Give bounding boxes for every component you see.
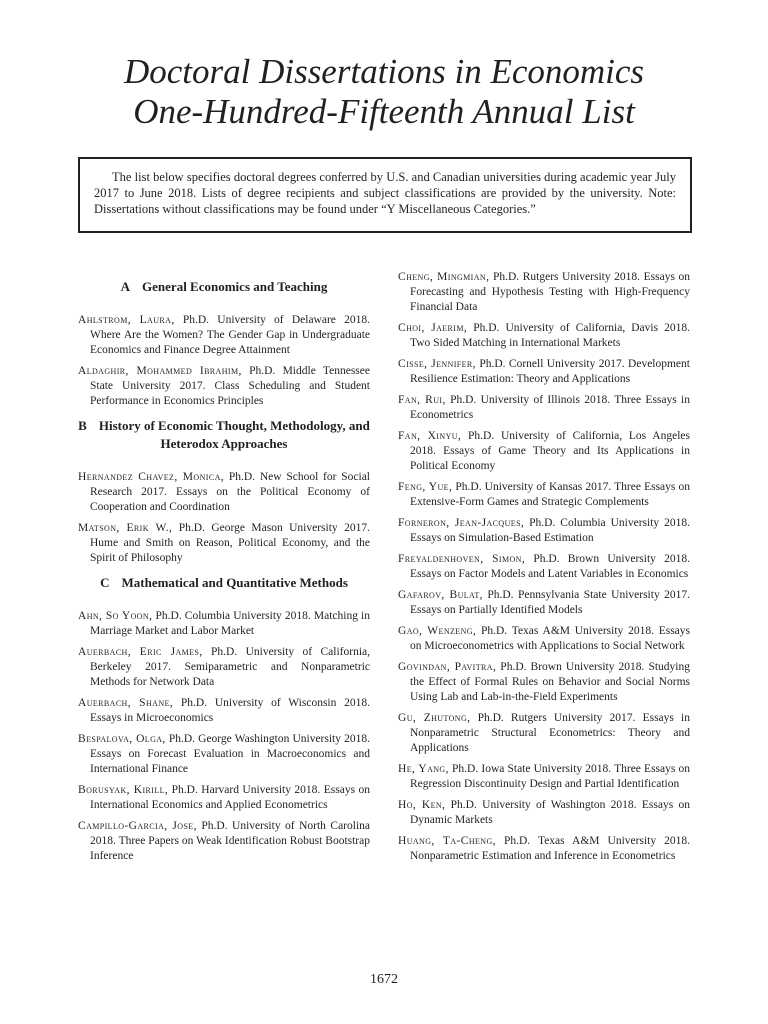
author-name: Gao, Wenzeng, (398, 625, 477, 637)
dissertation-entry (78, 732, 370, 777)
author-name: He, Yang, (398, 763, 449, 775)
dissertation-entry (398, 762, 690, 792)
author-name: Ahn, So Yoon, (78, 610, 153, 622)
dissertation-details: Ph.D. Pennsylvania State University 2017. Essays on Partially Identified Models (410, 589, 690, 616)
dissertation-entry (78, 313, 370, 358)
section-letter: A (120, 279, 131, 294)
dissertation-details: Ph.D. George Mason University 2017. Hume and Smith on Reason, Political Economy, and the Spirit of Philosophy (90, 522, 370, 564)
dissertation-details: Ph.D. Harvard University 2018. Essays on International Economics and Applied Econometrics (90, 784, 370, 811)
section-title: Mathematical and Quantitative Methods (121, 575, 348, 590)
dissertation-details: Ph.D. University of Wisconsin 2018. Essays in Microeconomics (90, 697, 371, 724)
page-number: 1672 (370, 972, 398, 987)
title-line-2: One-Hundred-Fifteenth Annual List (133, 92, 635, 131)
dissertation-details: Ph.D. Cornell University 2017. Development Resilience Estimation: Theory and Applications (410, 358, 690, 385)
dissertation-entry (398, 552, 690, 582)
dissertation-entry (398, 429, 690, 474)
dissertation-details: Ph.D. Rutgers University 2018. Essays on Forecasting and Hypothesis Testing with High-Frequency Financial Data (410, 271, 690, 313)
dissertation-entry (398, 711, 690, 756)
author-name: Campillo-Garcia, Jose, (78, 820, 197, 832)
dissertation-entry (78, 645, 370, 690)
author-name: Huang, Ta-Cheng, (398, 835, 496, 847)
dissertation-details: Ph.D. University of Illinois 2018. Three Essays in Econometrics (410, 394, 690, 421)
dissertation-entry (398, 624, 690, 654)
author-name: Auerbach, Eric James, (78, 646, 203, 658)
dissertation-details: Ph.D. New School for Social Research 2017. Essays on the Political Economy of Cooperation and Coordination (90, 471, 371, 513)
dissertation-entry (398, 834, 690, 864)
author-name: Matson, Erik W., (78, 522, 173, 534)
dissertation-details: Ph.D. University of North Carolina 2018. Three Papers on Weak Identification Robust Bootstrap Inference (90, 820, 371, 862)
dissertation-details: Ph.D. Texas A&M University 2018. Essays on Microeconometrics with Applications to Social Network (410, 625, 691, 652)
author-name: Govindan, Pavitra, (398, 661, 497, 673)
dissertation-entry (78, 819, 370, 864)
dissertation-details: Ph.D. University of California, Los Angeles 2018. Essays of Game Theory and Its Applications in Political Economy (410, 430, 690, 472)
author-name: Fan, Rui, (398, 394, 446, 406)
dissertation-entry (398, 516, 690, 546)
dissertation-entry (78, 364, 370, 409)
right-column (398, 270, 690, 870)
dissertation-details: Ph.D. University of California, Davis 2018. Two Sided Matching in International Markets (410, 322, 690, 349)
dissertation-entry (398, 321, 690, 351)
section-heading (78, 417, 370, 453)
section-heading (78, 574, 370, 592)
author-name: Freyaldenhoven, Simon, (398, 553, 526, 565)
dissertation-entry (398, 357, 690, 387)
dissertation-details: Ph.D. Columbia University 2018. Matching in Marriage Market and Labor Market (90, 610, 370, 637)
author-name: Hernandez Chavez, Monica, (78, 471, 225, 483)
dissertation-entry (78, 521, 370, 566)
author-name: Borusyak, Kirill, (78, 784, 169, 796)
author-name: Fan, Xinyu, (398, 430, 462, 442)
author-name: Ahlstrom, Laura, (78, 314, 175, 326)
dissertation-details: Ph.D. University of Washington 2018. Essays on Dynamic Markets (410, 799, 690, 826)
left-column (78, 270, 370, 870)
dissertation-entry (78, 783, 370, 813)
section-heading (78, 278, 370, 296)
dissertation-entry (78, 609, 370, 639)
author-name: Bespalova, Olga, (78, 733, 166, 745)
dissertation-entry (398, 480, 690, 510)
dissertation-details: Ph.D. Brown University 2018. Essays on Factor Models and Latent Variables in Economics (410, 553, 690, 580)
dissertation-details: Ph.D. Columbia University 2018. Essays on Simulation-Based Estimation (410, 517, 690, 544)
dissertation-entry (78, 696, 370, 726)
section-title: General Economics and Teaching (142, 279, 328, 294)
author-name: Aldaghir, Mohammed Ibrahim, (78, 365, 242, 377)
dissertation-details: Ph.D. University of Kansas 2017. Three Essays on Extensive-Form Games and Strategic Complements (410, 481, 690, 508)
dissertation-entry (78, 470, 370, 515)
author-name: Cheng, Mingmian, (398, 271, 490, 283)
author-name: Gu, Zhutong, (398, 712, 471, 724)
dissertation-details: Ph.D. Brown University 2018. Studying the Effect of Formal Rules on Behavior and Social Norms Using Lab and Lab-in-the-Field Experiments (410, 661, 690, 703)
author-name: Cisse, Jennifer, (398, 358, 476, 370)
dissertation-entry (398, 660, 690, 705)
author-name: Feng, Yue, (398, 481, 453, 493)
intro-box: The list below specifies doctoral degrees conferred by U.S. and Canadian universities during academic year July 2017 to June 2018. Lists of degree recipients and subject classifications are provided by the university. Note: Dissertations without classifications may be found under “Y Miscellaneous Categories.” (78, 157, 692, 233)
section-title: History of Economic Thought, Methodology, and Heterodox Approaches (98, 418, 370, 451)
dissertation-details: Ph.D. Iowa State University 2018. Three Essays on Regression Discontinuity Design and Partial Identification (410, 763, 690, 790)
section-letter: B (78, 418, 87, 433)
author-name: Choi, Jaerim, (398, 322, 468, 334)
dissertation-details: Ph.D. Texas A&M University 2018. Nonparametric Estimation and Inference in Econometrics (410, 835, 690, 862)
author-name: Forneron, Jean-Jacques, (398, 517, 525, 529)
dissertation-entry (398, 393, 690, 423)
dissertation-details: Ph.D. Rutgers University 2017. Essays in Nonparametric Structural Econometrics: Theory and Applications (410, 712, 690, 754)
dissertation-details: Ph.D. Middle Tennessee State University 2017. Class Scheduling and Student Performance in Economics Principles (90, 365, 370, 407)
author-name: Ho, Ken, (398, 799, 446, 811)
dissertation-details: Ph.D. George Washington University 2018. Essays on Forecast Evaluation in Macroeconomics and International Finance (90, 733, 370, 775)
page-title (0, 52, 768, 132)
author-name: Auerbach, Shane, (78, 697, 174, 709)
dissertation-entry (398, 798, 690, 828)
author-name: Gafarov, Bulat, (398, 589, 483, 601)
dissertation-entry (398, 270, 690, 315)
dissertation-details: Ph.D. University of Delaware 2018. Where Are the Women? The Gender Gap in Undergraduate Economics and Finance Degree Attainment (90, 314, 370, 356)
section-letter: C (100, 575, 110, 590)
dissertation-entry (398, 588, 690, 618)
dissertation-details: Ph.D. University of California, Berkeley 2017. Semiparametric and Nonparametric Methods for Network Data (90, 646, 371, 688)
title-line-1: Doctoral Dissertations in Economics (123, 52, 645, 91)
